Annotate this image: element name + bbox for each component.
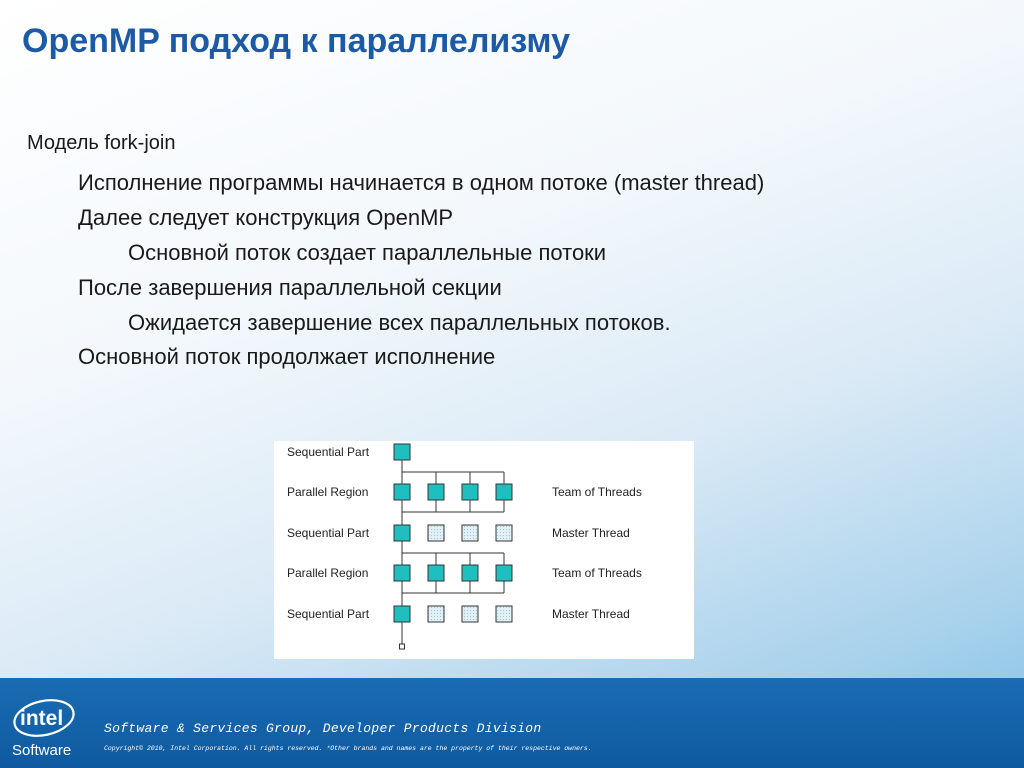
end-marker xyxy=(400,644,405,649)
idle-thread-box xyxy=(428,525,444,541)
footer xyxy=(0,678,1024,768)
slide-title: OpenMP подход к параллелизму xyxy=(22,22,570,60)
active-thread-box xyxy=(462,484,478,500)
bullet-item: Основной поток продолжает исполнение xyxy=(78,344,496,369)
bullet-item: Ожидается завершение всех параллельных потоков. xyxy=(128,310,671,335)
row-left-label: Sequential Part xyxy=(287,526,370,540)
active-thread-box xyxy=(428,484,444,500)
logo-text: intel xyxy=(20,707,64,730)
logo-subtext: Software xyxy=(12,742,72,759)
active-thread-box xyxy=(394,606,410,622)
idle-thread-box xyxy=(462,525,478,541)
fork-join-diagram xyxy=(274,441,694,659)
row-right-label: Team of Threads xyxy=(552,566,642,580)
row-left-label: Parallel Region xyxy=(287,485,369,499)
row-left-label: Sequential Part xyxy=(287,607,370,621)
bullet-item: Основной поток создает параллельные потоки xyxy=(128,240,607,265)
bullet-item: Модель fork-join xyxy=(27,132,176,154)
bullet-item: Далее следует конструкция OpenMP xyxy=(78,205,454,230)
row-left-label: Parallel Region xyxy=(287,566,369,580)
active-thread-box xyxy=(394,444,410,460)
active-thread-box xyxy=(394,525,410,541)
active-thread-box xyxy=(462,565,478,581)
footer-division: Software & Services Group, Developer Products Division xyxy=(104,721,542,736)
fork-join-svg xyxy=(274,441,694,659)
idle-thread-box xyxy=(428,606,444,622)
active-thread-box xyxy=(394,565,410,581)
active-thread-box xyxy=(428,565,444,581)
footer-copyright: Copyright© 2010, Intel Corporation. All rights reserved. *Other brands and names are the property of their respective owners. xyxy=(104,745,592,752)
active-thread-box xyxy=(394,484,410,500)
bullet-item: Исполнение программы начинается в одном потоке (master thread) xyxy=(78,170,765,195)
active-thread-box xyxy=(496,484,512,500)
row-right-label: Team of Threads xyxy=(552,485,642,499)
row-right-label: Master Thread xyxy=(552,526,630,540)
active-thread-box xyxy=(496,565,512,581)
row-right-label: Master Thread xyxy=(552,607,630,621)
idle-thread-box xyxy=(462,606,478,622)
bullet-item: После завершения параллельной секции xyxy=(78,275,502,300)
intel-software-logo xyxy=(10,696,90,768)
idle-thread-box xyxy=(496,606,512,622)
row-left-label: Sequential Part xyxy=(287,445,370,459)
idle-thread-box xyxy=(496,525,512,541)
